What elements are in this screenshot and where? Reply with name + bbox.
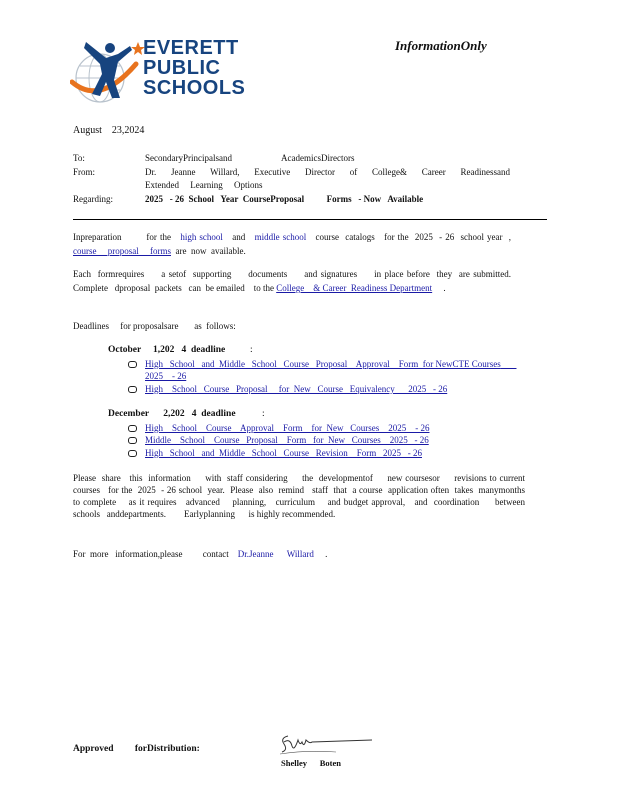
intro-text-4: are now available.: [170, 246, 246, 256]
from-value-line2: Extended Learning Options: [145, 180, 263, 190]
share-paragraph: Please share this information with staff considering the developmentof new coursesor revisions to current courses for the 2025 - 26 school year. Please also remind staff that a course application often takes manymonths to complete as it requires advanced planning, curriculum and budget approval, and coordination between schools anddepartments. Earlyplanning is highly recommended.: [73, 473, 539, 519]
intro-text-2: and: [222, 232, 255, 242]
requirements-paragraph: [73, 267, 520, 295]
december-form-link-3[interactable]: High School and Middle School Course Revision Form 2025 - 26: [145, 448, 422, 458]
district-logo: [70, 36, 255, 110]
december-form-link-1[interactable]: High School Course Approval Form for New Courses 2025 - 26: [145, 423, 430, 433]
information-only-tag: InformationOnly: [395, 38, 487, 53]
october-colon: :: [250, 345, 253, 355]
requirements-text: Each formrequires a setof supporting documents and signatures in place before they are submitted. Complete dproposal packets can be emailed to the: [73, 269, 520, 293]
december-deadline: December 2,202 4 deadline: [108, 409, 236, 419]
to-label: To:: [73, 153, 85, 163]
bullet-circle-icon: [128, 386, 137, 393]
signature-image: [276, 728, 376, 758]
intro-paragraph: [73, 230, 514, 258]
bullet-circle-icon: [128, 437, 137, 444]
october-deadline: October 1,202 4 deadline: [108, 345, 226, 355]
requirements-end: .: [432, 283, 446, 293]
logo-line-2: PUBLIC: [143, 57, 221, 79]
regarding-label: Regarding:: [73, 194, 113, 204]
approved-for-distribution: Approved forDistribution:: [73, 744, 200, 754]
to-value: SecondaryPrincipalsand AcademicsDirectors: [145, 153, 355, 163]
deadlines-intro: Deadlines for proposalsare as follows:: [73, 321, 236, 331]
regarding-value: 2025 - 26 School Year CourseProposal Forms - Now Available: [145, 194, 424, 204]
december-colon: :: [262, 409, 265, 419]
december-form-link-2[interactable]: Middle School Course Proposal Form for New Courses 2025 - 26: [145, 435, 429, 445]
intro-text-1: Inpreparation for the: [73, 232, 181, 242]
middle-school-link[interactable]: middle school: [254, 232, 307, 242]
ccr-department-link[interactable]: College & Career Readiness Department: [276, 283, 433, 293]
from-value: Dr. Jeanne Willard, Executive Director of College& Career Readinessand: [145, 167, 510, 177]
from-label: From:: [73, 167, 96, 177]
contact-paragraph: [73, 547, 511, 561]
october-form-link-2[interactable]: High School Course Proposal for New Course Equivalency 2025 - 26: [145, 384, 448, 394]
october-form-link-1[interactable]: High School and Middle School Course Proposal Approval Form for NewCTE Courses 2025 - 26: [145, 359, 517, 381]
course-proposal-forms-link[interactable]: course proposal forms: [73, 246, 171, 256]
memo-date: August 23,2024: [73, 125, 145, 136]
intro-text-3: course catalogs for the 2025 - 26 school year ,: [306, 232, 514, 242]
high-school-link[interactable]: high school: [180, 232, 223, 242]
contact-text: For more information,please contact: [73, 549, 238, 559]
contact-name-link[interactable]: Dr.Jeanne Willard: [237, 549, 314, 559]
logo-figure-icon: [70, 36, 145, 110]
logo-line-3: SCHOOLS: [143, 77, 246, 99]
bullet-circle-icon: [128, 361, 137, 368]
header-divider: [73, 219, 547, 220]
signer-name: Shelley Boten: [281, 758, 341, 768]
bullet-circle-icon: [128, 450, 137, 457]
bullet-circle-icon: [128, 425, 137, 432]
logo-line-1: EVERETT: [143, 37, 239, 59]
contact-end: .: [313, 549, 328, 559]
